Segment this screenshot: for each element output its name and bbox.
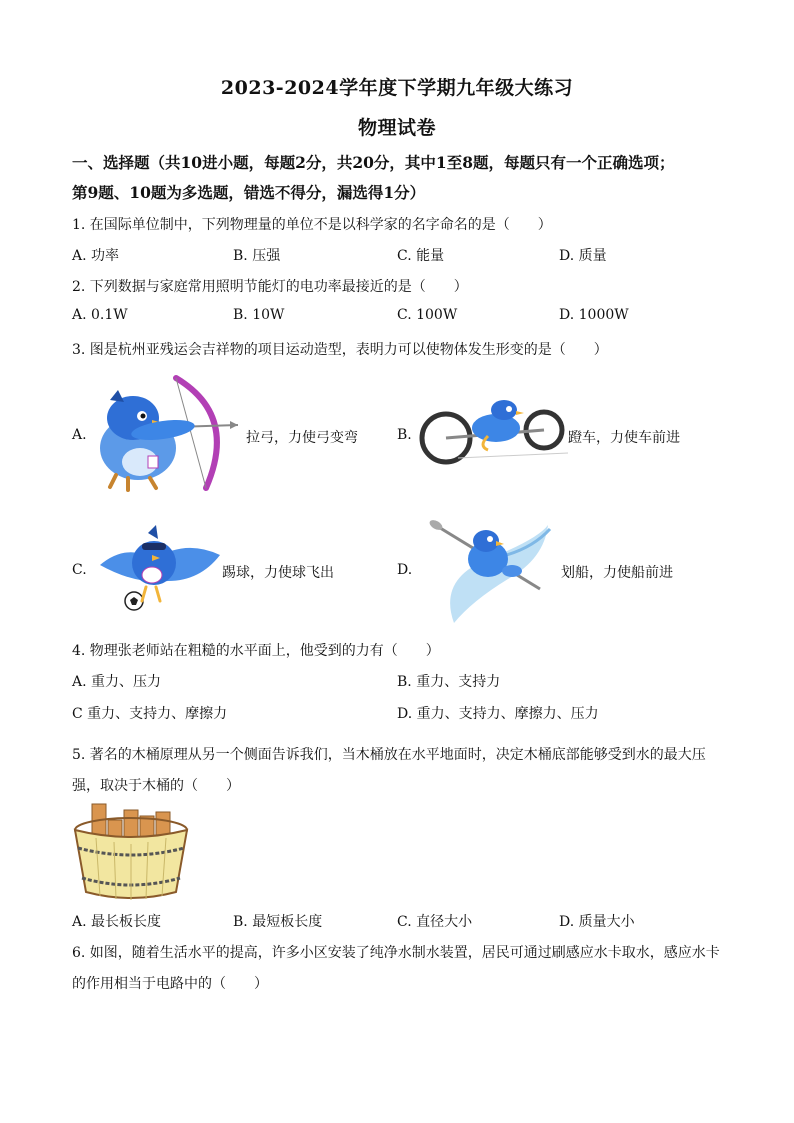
exam-title: 2023-2024学年度下学期九年级大练习 <box>220 77 574 99</box>
q4-option-d: D. 重力、支持力、摩擦力、压力 <box>397 706 599 722</box>
q3-option-b-letter: B. <box>397 427 412 443</box>
mascot-canoe-image <box>428 519 552 627</box>
q2-option-c: C. 100W <box>397 307 458 323</box>
q4-option-a: A. 重力、压力 <box>72 674 162 690</box>
q3-option-a-caption: 拉弓，力使弓变弯 <box>246 430 358 446</box>
mascot-archery-image <box>88 370 238 495</box>
q3-option-b-caption: 蹬车，力使车前进 <box>568 430 680 446</box>
q5-option-b: B. 最短板长度 <box>233 914 323 930</box>
section-heading-line1: 一、选择题（共10进小题，每题2分，共20分，其中1至8题，每题只有一个正确选项； <box>72 153 675 172</box>
q1-option-c: C. 能量 <box>397 248 445 264</box>
q1-option-d: D. 质量 <box>559 248 607 264</box>
q3-option-d-caption: 划船，力使船前进 <box>561 565 673 581</box>
wooden-bucket-image <box>72 800 190 902</box>
q4-option-b: B. 重力、支持力 <box>397 674 501 690</box>
q5-stem-line2: 强，取决于木桶的（ ） <box>72 778 240 794</box>
q6-stem-line2: 的作用相当于电路中的（ ） <box>72 976 268 992</box>
q5-option-c: C. 直径大小 <box>397 914 473 930</box>
mascot-cycling-image <box>418 398 568 473</box>
q2-option-d: D. 1000W <box>559 307 629 323</box>
mascot-soccer-image <box>96 525 222 613</box>
exam-subtitle: 物理试卷 <box>357 117 436 139</box>
section-heading-line2: 第9题、10题为多选题，错选不得分，漏选得1分） <box>72 183 426 202</box>
q3-option-c-letter: C. <box>72 562 87 578</box>
q6-stem-line1: 6. 如图，随着生活水平的提高，许多小区安装了纯净水制水装置，居民可通过刷感应水卡取水，感应水卡 <box>72 945 720 961</box>
q3-stem: 3. 图是杭州亚残运会吉祥物的项目运动造型，表明力可以使物体发生形变的是（ ） <box>72 342 608 358</box>
q1-option-b: B. 压强 <box>233 248 281 264</box>
q2-option-a: A. 0.1W <box>72 307 128 323</box>
q4-option-c: C 重力、支持力、摩擦力 <box>72 706 228 722</box>
q3-option-d-letter: D. <box>397 562 413 578</box>
q5-stem-line1: 5. 著名的木桶原理从另一个侧面告诉我们，当木桶放在水平地面时，决定木桶底部能够受到水的最大压 <box>72 747 706 763</box>
q3-option-a-letter: A. <box>72 427 87 443</box>
q1-option-a: A. 功率 <box>72 248 120 264</box>
q4-stem: 4. 物理张老师站在粗糙的水平面上，他受到的力有（ ） <box>72 643 440 659</box>
q1-stem: 1. 在国际单位制中，下列物理量的单位不是以科学家的名字命名的是（ ） <box>72 217 552 233</box>
q5-option-d: D. 质量大小 <box>559 914 635 930</box>
q3-option-c-caption: 踢球，力使球飞出 <box>222 565 334 581</box>
q2-stem: 2. 下列数据与家庭常用照明节能灯的电功率最接近的是（ ） <box>72 279 468 295</box>
q2-option-b: B. 10W <box>233 307 285 323</box>
q5-option-a: A. 最长板长度 <box>72 914 162 930</box>
